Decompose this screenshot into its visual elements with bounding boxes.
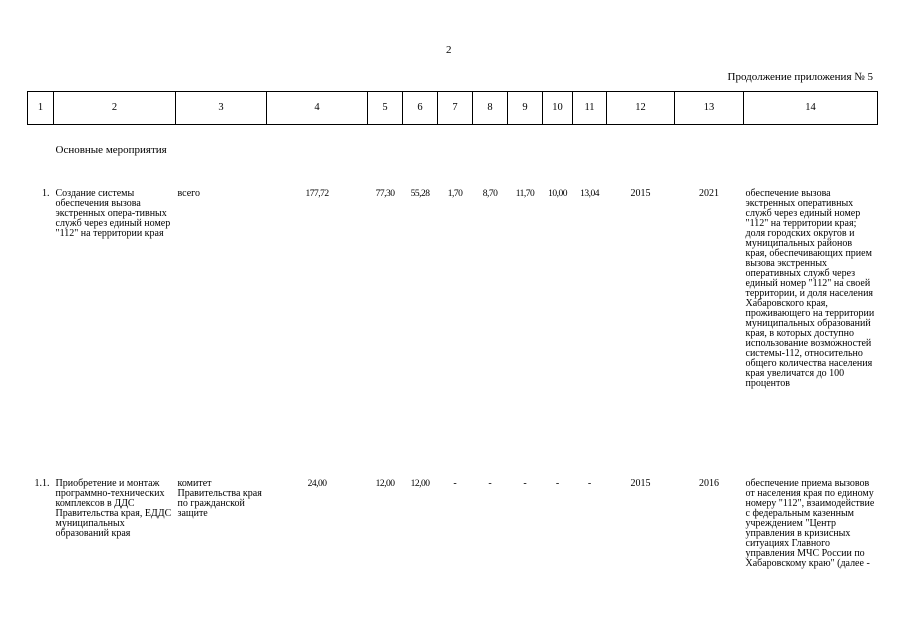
cell-c6: 55,28 <box>410 189 430 199</box>
cell-c7: 1,70 <box>447 189 463 199</box>
table-row <box>28 189 878 479</box>
column-header: 14 <box>744 92 878 125</box>
cell-c9: - <box>523 478 527 489</box>
column-header: 6 <box>403 92 438 125</box>
cell-c10: 10,00 <box>548 189 567 199</box>
cell-c9: 11,70 <box>515 189 535 199</box>
section-row <box>28 125 878 168</box>
continuation-label: Продолжение приложения № 5 <box>727 71 873 83</box>
row-result: обеспечение приема вызовов от населения края по единому номеру "112", взаимодействие с федеральным казенным учреждением "Центр управления в кризисных ситуациях Главного управления МЧС России по Хабаровскому краю" (далее - <box>745 478 875 569</box>
measures-table <box>27 91 878 619</box>
cell-c6: 12,00 <box>410 479 430 489</box>
row-executor: всего <box>177 188 201 199</box>
column-header: 10 <box>543 92 573 125</box>
column-header: 3 <box>176 92 267 125</box>
cell-start-year: 2015 <box>630 478 651 489</box>
page-number: 2 <box>446 44 452 56</box>
header-row <box>28 92 878 125</box>
cell-c11: - <box>587 478 592 489</box>
cell-c7: - <box>453 478 457 489</box>
column-header: 1 <box>28 92 54 125</box>
cell-start-year: 2015 <box>630 188 651 199</box>
column-header: 4 <box>267 92 368 125</box>
section-title: Основные мероприятия <box>55 144 167 156</box>
column-header: 8 <box>473 92 508 125</box>
cell-c10: - <box>555 478 560 489</box>
row-name: Создание системы обеспечения вызова экстренных опера-тивных служб через единый номер "112" на территории края <box>55 188 171 239</box>
row-name: Приобретение и монтаж программно-технических комплексов в ДДС Правительства края, ЕДДС муниципальных образований края <box>55 478 172 539</box>
row-executor: комитет Правительства края по гражданской защите <box>177 478 262 519</box>
cell-c5: 77,30 <box>375 189 395 199</box>
cell-c4: 24,00 <box>307 479 327 489</box>
row-number: 1.1. <box>34 478 50 489</box>
column-header: 7 <box>438 92 473 125</box>
column-header: 12 <box>607 92 675 125</box>
cell-c8: 8,70 <box>482 189 498 199</box>
row-result: обеспечение вызова экстренных оперативных служб через единый номер "112" на территории края; доля городских округов и муниципальных районов края, обеспечивающих прием вызова экстренных оперативных служб через единый номер "112" на своей территории, и доля населения Хабаровского края, проживающего на территории муниципальных образований края, в которых доступно использование возможностей системы-112, относительно общего количества населения края увеличатся до 100 процентов <box>745 188 875 389</box>
column-header: 13 <box>675 92 744 125</box>
column-header: 11 <box>573 92 607 125</box>
cell-end-year: 2021 <box>699 188 719 199</box>
column-header: 5 <box>368 92 403 125</box>
column-header: 9 <box>508 92 543 125</box>
column-header: 2 <box>54 92 176 125</box>
cell-end-year: 2016 <box>699 478 719 489</box>
cell-c8: - <box>488 478 492 489</box>
row-number: 1. <box>42 188 50 199</box>
cell-c11: 13,04 <box>580 189 599 199</box>
cell-c5: 12,00 <box>375 479 395 489</box>
table-row <box>28 479 878 619</box>
cell-c4: 177,72 <box>305 189 329 199</box>
